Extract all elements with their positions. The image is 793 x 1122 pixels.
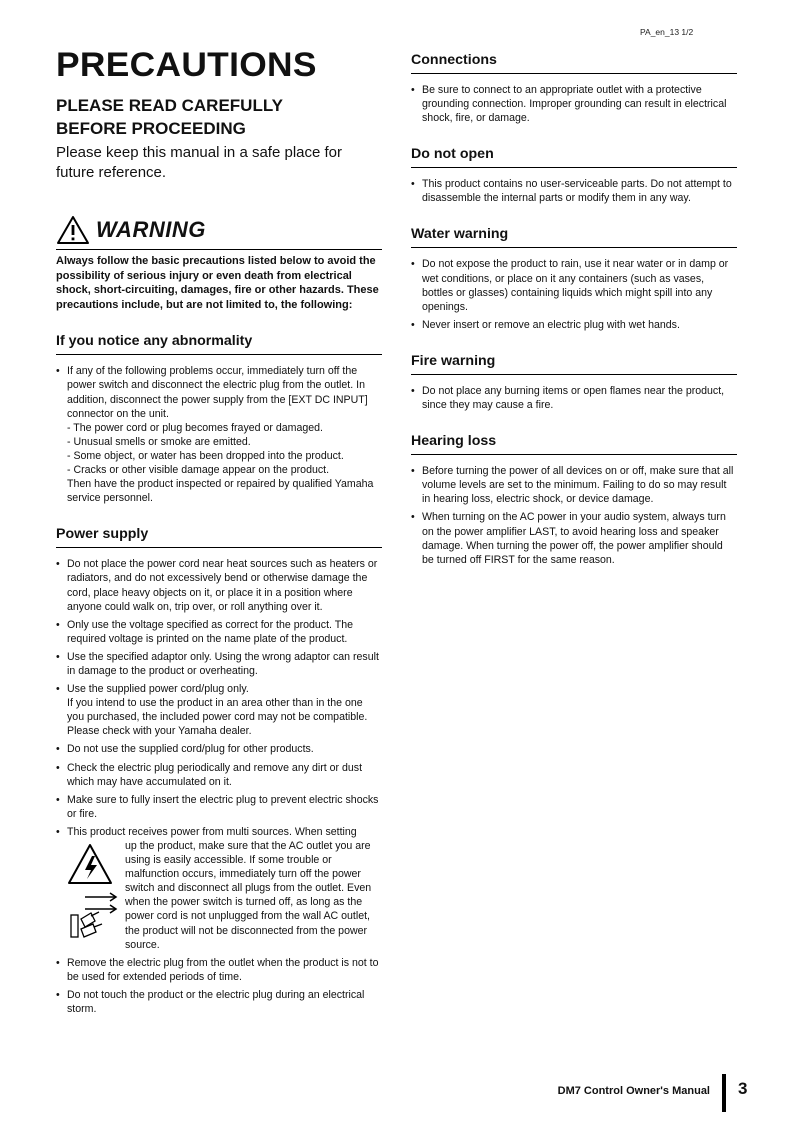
list-item: • When turning on the AC power in your audio system, always turn on the power amplifier LAST, to avoid hearing loss and speaker damage. When turning the power off, the power amplifier should be turned off FIRST for the same reason. [411,510,737,566]
unplug-all-cords-icon [67,889,121,943]
section-water-warning [411,226,737,331]
multi-source-first-line: • This product receives power from multi sources. When setting [67,825,357,838]
intro-text: Please keep this manual in a safe place for future reference. [56,144,343,181]
left-column [56,48,382,1020]
list-item [56,825,382,952]
abnormality-dash-item: - Some object, or water has been dropped into the product. [67,449,344,462]
abnormality-dash-item: - Unusual smells or smoke are emitted. [67,435,251,448]
section-do-not-open [411,146,737,205]
list-item [56,364,382,505]
abnormality-dash-item: - The power cord or plug becomes frayed or damaged. [67,421,323,434]
list-item: • Do not use the supplied cord/plug for other products. [56,742,382,756]
section-heading: Do not open [411,146,494,163]
list-item: • Before turning the power of all devices on or off, make sure that all volume levels are set to the minimum. Failing to do so may result in hearing loss, electric shock, or device damage. [411,464,737,506]
section-fire-warning [411,353,737,412]
page-title: PRECAUTIONS [56,46,317,84]
warning-heading [56,215,382,245]
divider [411,454,737,455]
subtitle-line-2: BEFORE PROCEEDING [56,119,246,138]
section-heading: Connections [411,52,497,68]
list-item: • Never insert or remove an electric plug with wet hands. [411,318,737,332]
list-item: • This product contains no user-serviceable parts. Do not attempt to disassemble the internal parts or modify them in any way. [411,177,737,205]
warning-body: Always follow the basic precautions listed below to avoid the possibility of serious injury or even death from electrical shock, short-circuiting, damages, fire or other hazards. These precautions include, but are not limited to, the following: [56,255,379,311]
section-heading: If you notice any abnormality [56,333,253,350]
section-heading: Fire warning [411,352,496,369]
subtitle [56,94,382,140]
divider [411,73,737,74]
cord-item-note: If you intend to use the product in an area other than in the one you purchased, the included power cord may not be compatible. Please check with your Yamaha dealer. [67,697,368,738]
list-item: • Use the specified adaptor only. Using the wrong adaptor can result in damage to the product or overheating. [56,650,382,678]
list-item: • Do not touch the product or the electric plug during an electrical storm. [56,988,382,1016]
section-abnormality [56,333,382,505]
electric-shock-warning-icon [67,841,121,889]
hazard-figures [67,841,123,943]
section-heading: Water warning [411,226,509,243]
cord-item-text: • Use the supplied power cord/plug only. [67,683,249,696]
list-item: • Be sure to connect to an appropriate outlet with a protective grounding connection. Improper grounding can result in electrical shock, fire, or damage. [411,83,737,125]
divider [56,249,382,250]
document-code: PA_en_13 1/2 [640,27,694,37]
footer-bar [722,1074,726,1112]
divider [56,547,382,548]
abnormality-dash-item: - Cracks or other visible damage appear on the product. [67,464,330,477]
manual-title: DM7 Control Owner's Manual [557,1085,710,1097]
right-column [411,52,737,571]
warning-triangle-icon [56,215,90,245]
section-heading: Hearing loss [411,433,497,450]
list-item: • Do not expose the product to rain, use it near water or in damp or wet conditions, or place on it any containers (such as vases, bottles or glasses) containing liquids which might spill into any openings. [411,257,737,313]
section-connections [411,52,737,125]
abnormality-outro: Then have the product inspected or repaired by qualified Yamaha service personnel. [67,478,374,505]
divider [411,167,737,168]
abnormality-intro: • If any of the following problems occur, immediately turn off the power switch and disconnect the electric plug from the outlet. In addition, disconnect the power supply from the [EXT DC INPUT] connector on the unit. [67,365,368,420]
list-item [56,682,382,738]
page-number: 3 [738,1079,748,1098]
warning-label: WARNING [96,217,206,242]
multi-source-rest: up the product, make sure that the AC outlet you are using is easily accessible. If some trouble or malfunction occurs, immediately turn off the power switch and disconnect all plugs from the outlet. Even when the power switch is turned off, as long as the power cord is not unplugged from the wall AC outlet, the product will not be disconnected from the power source. [125,840,372,951]
list-item: • Only use the voltage specified as correct for the product. The required voltage is printed on the name plate of the product. [56,618,382,646]
divider [411,374,737,375]
divider [56,354,382,355]
list-item: • Make sure to fully insert the electric plug to prevent electric shocks or fire. [56,793,382,821]
list-item: • Do not place any burning items or open flames near the product, since they may cause a fire. [411,384,737,412]
list-item: • Check the electric plug periodically and remove any dirt or dust which may have accumulated on it. [56,761,382,789]
section-power-supply [56,526,382,1016]
subtitle-line-1: PLEASE READ CAREFULLY [56,96,284,115]
section-heading: Power supply [56,526,149,543]
list-item: • Do not place the power cord near heat sources such as heaters or radiators, and do not excessively bend or otherwise damage the cord, place heavy objects on it, or place it in a position where anyone could walk on, trip over, or roll anything over it. [56,557,382,613]
section-hearing-loss [411,433,737,567]
list-item: • Remove the electric plug from the outlet when the product is not to be used for extended periods of time. [56,956,382,984]
divider [411,247,737,248]
